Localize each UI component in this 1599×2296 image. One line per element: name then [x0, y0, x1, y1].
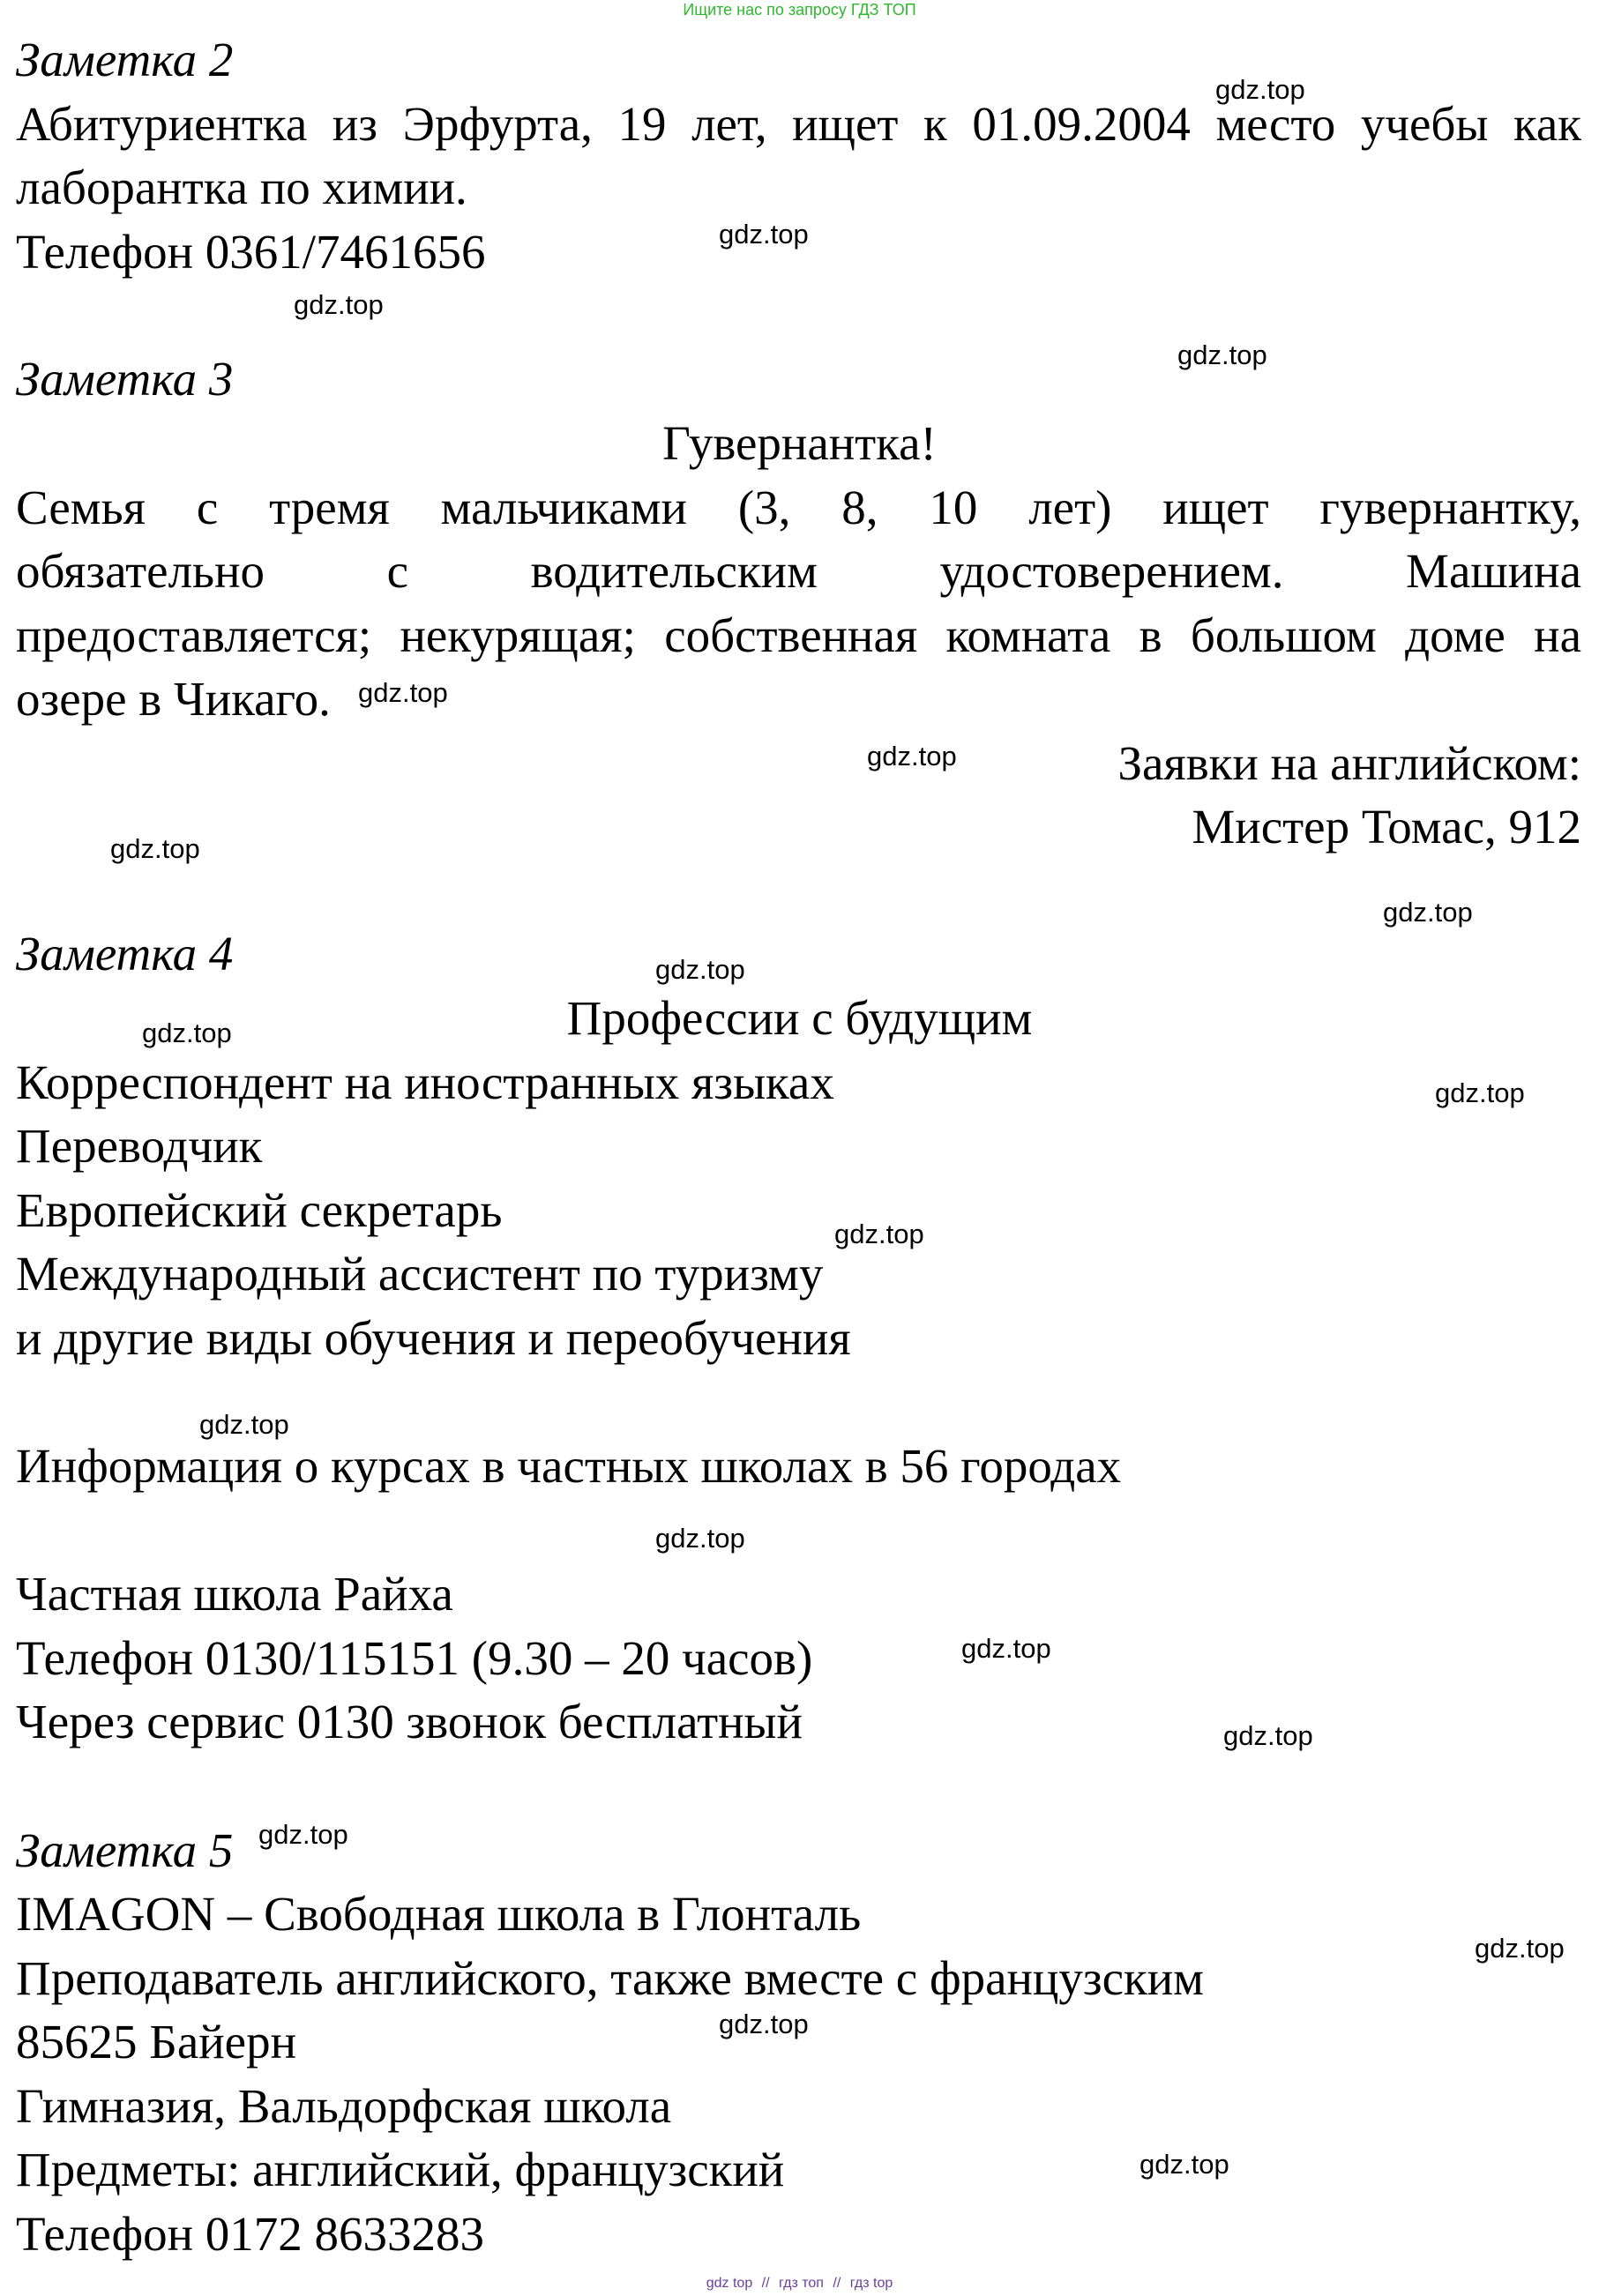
watermark: gdz.top [834, 1219, 924, 1249]
note3-title: Гувернантка! [662, 416, 937, 470]
watermark: gdz.top [655, 954, 745, 985]
watermark: gdz.top [961, 1633, 1051, 1664]
note5-heading: Заметка 5 [16, 1823, 234, 1877]
watermark: gdz.top [199, 1409, 289, 1440]
note4-school-service: Через сервис 0130 звонок бесплатный [16, 1695, 803, 1748]
note3-line-2: обязательно с водительским удостоверением. Машина [16, 544, 1581, 598]
note5-line: Предметы: английский, французский [16, 2143, 785, 2196]
bottom-banner-item[interactable]: гдз top [849, 2276, 893, 2291]
note3-contact-1: Заявки на английском: [1117, 736, 1581, 790]
watermark: gdz.top [1139, 2149, 1229, 2180]
watermark: gdz.top [294, 289, 384, 320]
note3-contact-2: Мистер Томас, 912 [1192, 800, 1581, 854]
top-banner[interactable]: Ищите нас по запросу ГДЗ ТОП [683, 1, 916, 19]
note3-line-4: озере в Чикаго. [16, 672, 331, 726]
bottom-banner-separator: // [761, 2276, 770, 2291]
note3-line-1: Семья с тремя мальчиками (3, 8, 10 лет) ищет гувернантку, [16, 481, 1581, 534]
note5-line: Преподаватель английского, также вместе с французским [16, 1951, 1204, 2005]
note3-line-3: предоставляется; некурящая; собственная комната в большом доме на [16, 608, 1581, 662]
note5-phone: Телефон 0172 8633283 [16, 2207, 485, 2261]
watermark: gdz.top [1475, 1933, 1565, 1964]
note2-phone: Телефон 0361/7461656 [16, 225, 486, 279]
bottom-banner-separator: // [833, 2276, 841, 2291]
watermark: gdz.top [1177, 339, 1267, 370]
watermark: gdz.top [655, 1523, 745, 1554]
profession-item: и другие виды обучения и переобучения [16, 1311, 851, 1365]
watermark: gdz.top [358, 677, 448, 708]
watermark: gdz.top [1435, 1077, 1525, 1108]
note5-line: IMAGON – Свободная школа в Глонталь [16, 1887, 862, 1941]
watermark: gdz.top [110, 833, 200, 864]
note5-line: 85625 Байерн [16, 2015, 297, 2069]
watermark: gdz.top [142, 1018, 232, 1048]
profession-item: Переводчик [16, 1119, 263, 1173]
note2-heading: Заметка 2 [16, 33, 234, 86]
watermark: gdz.top [867, 741, 957, 772]
watermark: gdz.top [719, 219, 809, 250]
note4-school-phone: Телефон 0130/115151 (9.30 – 20 часов) [16, 1631, 813, 1685]
watermark: gdz.top [1383, 897, 1473, 928]
watermark: gdz.top [1223, 1720, 1313, 1751]
note4-title: Профессии с будущим [566, 991, 1033, 1045]
note4-info: Информация о курсах в частных школах в 56 городах [16, 1439, 1122, 1493]
note2-line-2: лаборантка по химии. [16, 160, 467, 214]
bottom-banner[interactable] [0, 2275, 1599, 2292]
profession-item: Международный ассистент по туризму [16, 1247, 824, 1301]
bottom-banner-item[interactable]: гдз топ [779, 2276, 824, 2291]
watermark: gdz.top [719, 2009, 809, 2039]
bottom-banner-item[interactable]: gdz top [706, 2276, 753, 2291]
note4-heading: Заметка 4 [16, 927, 234, 980]
watermark: gdz.top [258, 1819, 348, 1850]
note4-school-name: Частная школа Райха [16, 1567, 453, 1621]
profession-item: Европейский секретарь [16, 1183, 503, 1237]
profession-item: Корреспондент на иностранных языках [16, 1055, 834, 1109]
note3-heading: Заметка 3 [16, 352, 234, 406]
note2-line-1: Абитуриентка из Эрфурта, 19 лет, ищет к 01.09.2004 место учебы как [16, 97, 1581, 151]
note5-line: Гимназия, Вальдорфская школа [16, 2079, 672, 2133]
watermark: gdz.top [1215, 74, 1305, 105]
